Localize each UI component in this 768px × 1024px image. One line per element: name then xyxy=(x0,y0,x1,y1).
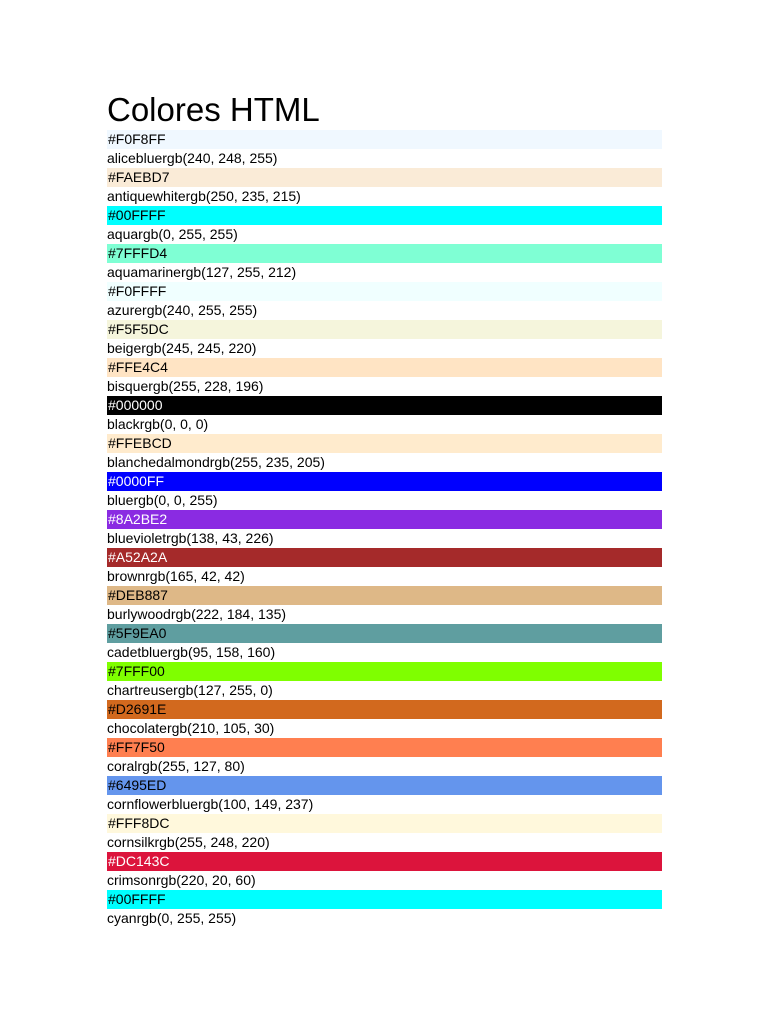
color-entry xyxy=(107,738,662,776)
color-list xyxy=(107,130,662,928)
color-rgb: rgb(240, 248, 255) xyxy=(162,150,278,166)
color-rgb: rgb(250, 235, 215) xyxy=(185,188,301,204)
color-entry xyxy=(107,244,662,282)
color-name-line xyxy=(107,453,662,472)
color-rgb: rgb(210, 105, 30) xyxy=(166,720,275,736)
color-name: antiquewhite xyxy=(107,188,186,204)
color-entry xyxy=(107,890,662,928)
color-entry xyxy=(107,586,662,624)
color-rgb: rgb(0, 255, 255) xyxy=(138,226,238,242)
page-title: Colores HTML xyxy=(107,91,320,128)
color-name-line xyxy=(107,263,662,282)
color-rgb: rgb(95, 158, 160) xyxy=(167,644,276,660)
color-swatch-hex: #FFE4C4 xyxy=(107,358,662,377)
color-name: cornsilk xyxy=(107,834,155,850)
color-name-line xyxy=(107,719,662,738)
color-entry xyxy=(107,852,662,890)
color-entry xyxy=(107,320,662,358)
color-entry xyxy=(107,396,662,434)
document-page xyxy=(107,92,662,928)
color-rgb: rgb(255, 235, 205) xyxy=(209,454,325,470)
color-name-line xyxy=(107,605,662,624)
color-name-line xyxy=(107,909,662,928)
color-name: aqua xyxy=(107,226,139,242)
color-swatch-hex: #F0FFFF xyxy=(107,282,662,301)
color-name-line xyxy=(107,339,662,358)
color-swatch-hex: #5F9EA0 xyxy=(107,624,662,643)
color-rgb: rgb(0, 0, 255) xyxy=(133,492,218,508)
color-name-line xyxy=(107,643,662,662)
color-rgb: rgb(240, 255, 255) xyxy=(142,302,258,318)
color-rgb: rgb(138, 43, 226) xyxy=(166,530,274,546)
color-name-line xyxy=(107,187,662,206)
color-rgb: rgb(127, 255, 0) xyxy=(173,682,273,698)
color-name-line xyxy=(107,225,662,244)
color-entry xyxy=(107,662,662,700)
color-name: black xyxy=(107,416,140,432)
color-name-line xyxy=(107,415,662,434)
color-entry xyxy=(107,510,662,548)
color-name: cornflowerblue xyxy=(107,796,199,812)
color-name: cyan xyxy=(107,910,137,926)
color-entry xyxy=(107,624,662,662)
color-name-line xyxy=(107,491,662,510)
color-swatch-hex: #0000FF xyxy=(107,472,662,491)
color-name-line xyxy=(107,149,662,168)
color-rgb: rgb(0, 255, 255) xyxy=(136,910,237,926)
color-rgb: rgb(100, 149, 237) xyxy=(198,796,314,812)
color-rgb: rgb(0, 0, 0) xyxy=(139,416,209,432)
color-swatch-hex: #00FFFF xyxy=(107,890,662,909)
color-rgb: rgb(255, 127, 80) xyxy=(137,758,245,774)
color-rgb: rgb(220, 20, 60) xyxy=(156,872,256,888)
color-swatch-hex: #7FFF00 xyxy=(107,662,662,681)
color-swatch-hex: #A52A2A xyxy=(107,548,662,567)
color-swatch-hex: #FAEBD7 xyxy=(107,168,662,187)
color-swatch-hex: #DEB887 xyxy=(107,586,662,605)
color-name: aliceblue xyxy=(107,150,163,166)
color-entry xyxy=(107,814,662,852)
color-name-line xyxy=(107,757,662,776)
color-swatch-hex: #FFEBCD xyxy=(107,434,662,453)
color-entry xyxy=(107,776,662,814)
color-rgb: rgb(255, 248, 220) xyxy=(154,834,270,850)
color-swatch-hex: #8A2BE2 xyxy=(107,510,662,529)
color-name-line xyxy=(107,871,662,890)
color-swatch-hex: #000000 xyxy=(107,396,662,415)
color-entry xyxy=(107,700,662,738)
color-name-line xyxy=(107,301,662,320)
color-rgb: rgb(165, 42, 42) xyxy=(145,568,245,584)
color-rgb: rgb(255, 228, 196) xyxy=(148,378,264,394)
color-name-line xyxy=(107,529,662,548)
color-swatch-hex: #7FFFD4 xyxy=(107,244,662,263)
color-name: bisque xyxy=(107,378,149,394)
color-name-line xyxy=(107,833,662,852)
color-rgb: rgb(222, 184, 135) xyxy=(170,606,287,622)
color-entry xyxy=(107,168,662,206)
color-rgb: rgb(245, 245, 220) xyxy=(141,340,257,356)
color-swatch-hex: #FFF8DC xyxy=(107,814,662,833)
color-name: blanchedalmond xyxy=(107,454,210,470)
color-swatch-hex: #D2691E xyxy=(107,700,662,719)
color-name: azure xyxy=(107,302,143,318)
color-name: blue xyxy=(107,492,134,508)
color-swatch-hex: #F0F8FF xyxy=(107,130,662,149)
color-entry xyxy=(107,472,662,510)
color-name: burlywood xyxy=(107,606,171,622)
color-rgb: rgb(127, 255, 212) xyxy=(180,264,297,280)
color-name: coral xyxy=(107,758,138,774)
color-name: blueviolet xyxy=(107,530,167,546)
color-name: chocolate xyxy=(107,720,167,736)
color-name-line xyxy=(107,795,662,814)
color-entry xyxy=(107,434,662,472)
color-entry xyxy=(107,206,662,244)
color-name: beige xyxy=(107,340,142,356)
color-name-line xyxy=(107,567,662,586)
color-entry xyxy=(107,282,662,320)
color-entry xyxy=(107,548,662,586)
color-name: brown xyxy=(107,568,146,584)
color-swatch-hex: #00FFFF xyxy=(107,206,662,225)
color-swatch-hex: #F5F5DC xyxy=(107,320,662,339)
color-entry xyxy=(107,358,662,396)
color-name-line xyxy=(107,681,662,700)
color-swatch-hex: #6495ED xyxy=(107,776,662,795)
color-name: chartreuse xyxy=(107,682,174,698)
color-name-line xyxy=(107,377,662,396)
color-swatch-hex: #DC143C xyxy=(107,852,662,871)
color-swatch-hex: #FF7F50 xyxy=(107,738,662,757)
color-name: cadetblue xyxy=(107,644,168,660)
color-name: aquamarine xyxy=(107,264,181,280)
color-entry xyxy=(107,130,662,168)
color-name: crimson xyxy=(107,872,157,888)
